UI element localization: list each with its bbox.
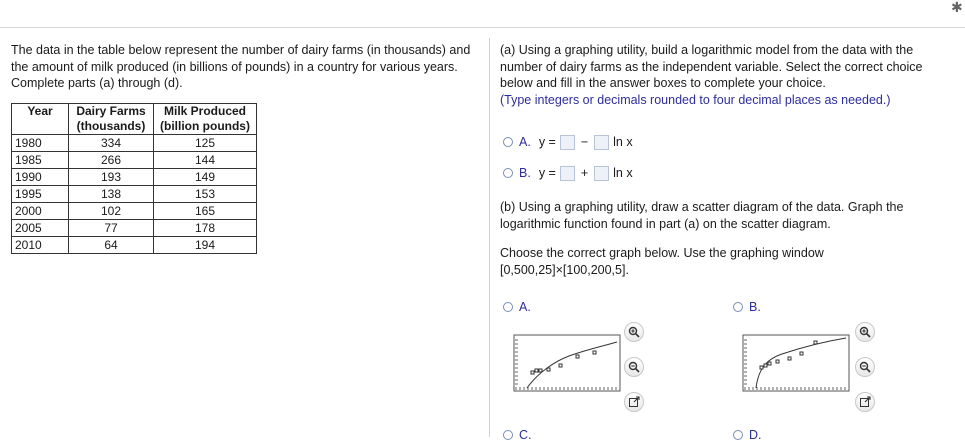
table-row [12, 135, 257, 152]
zoom-out-icon[interactable] [624, 357, 644, 377]
header-divider [0, 27, 965, 28]
answer-box-b1[interactable] [560, 166, 575, 181]
year-cell: 2000 [12, 203, 69, 220]
milk-cell: 144 [154, 152, 257, 169]
table-row [12, 220, 257, 237]
choice-a-operator: − [580, 135, 589, 149]
radio-icon[interactable] [503, 302, 513, 312]
table-row [12, 169, 257, 186]
year-cell: 2005 [12, 220, 69, 237]
year-cell: 1985 [12, 152, 69, 169]
graph-option-b-label: B. [749, 300, 761, 314]
col-header-milk: Milk Produced (billion pounds) [154, 104, 257, 135]
graph-option-a-label: A. [519, 300, 531, 314]
part-a-prompt: (a) Using a graphing utility, build a logarithmic model from the data with the number of dairy farms as the independent variable. Select the correct choice below and fill in the answer boxes to complete your choice. [500, 43, 923, 90]
graph-option-b[interactable] [733, 300, 769, 314]
graph-a-frame [514, 335, 620, 391]
milk-cell: 153 [154, 186, 257, 203]
col-header-farms: Dairy Farms (thousands) [69, 104, 154, 135]
choice-b-label: B. [519, 166, 531, 180]
choice-b-operator: + [580, 166, 589, 180]
col-header-year: Year [12, 104, 69, 135]
graph-option-c[interactable] [503, 428, 540, 442]
choice-a-label: A. [519, 135, 531, 149]
expand-icon[interactable] [624, 392, 644, 412]
choice-a-rhs: ln x [613, 135, 633, 149]
choice-a-lhs: y = [538, 135, 556, 149]
year-cell: 1995 [12, 186, 69, 203]
milk-cell: 125 [154, 135, 257, 152]
zoom-in-icon[interactable] [624, 322, 644, 342]
year-cell: 2010 [12, 237, 69, 254]
farms-cell: 334 [69, 135, 154, 152]
choice-a[interactable] [503, 133, 633, 151]
table-row [12, 237, 257, 254]
table-row [12, 186, 257, 203]
choice-b-rhs: ln x [613, 166, 633, 180]
pane-divider [489, 38, 490, 437]
farms-cell: 193 [69, 169, 154, 186]
part-a-question [500, 42, 950, 108]
part-b-choose: Choose the correct graph below. Use the graphing window [0,500,25]×[100,200,5]. [500, 246, 824, 277]
gear-icon[interactable]: ✱ [951, 0, 963, 15]
farms-cell: 64 [69, 237, 154, 254]
milk-cell: 178 [154, 220, 257, 237]
answer-box-a2[interactable] [594, 135, 609, 150]
radio-icon[interactable] [503, 430, 513, 440]
data-table [11, 103, 257, 254]
graph-option-c-label: C. [519, 428, 532, 442]
farms-cell: 102 [69, 203, 154, 220]
radio-icon[interactable] [733, 430, 743, 440]
graph-a-thumbnail[interactable] [513, 334, 621, 392]
radio-icon[interactable] [503, 137, 513, 147]
graph-option-a[interactable] [503, 300, 539, 314]
year-cell: 1980 [12, 135, 69, 152]
table-row [12, 152, 257, 169]
milk-cell: 194 [154, 237, 257, 254]
farms-cell: 266 [69, 152, 154, 169]
part-a-note: (Type integers or decimals rounded to four decimal places as needed.) [500, 92, 891, 107]
zoom-out-icon[interactable] [855, 357, 875, 377]
farms-cell: 138 [69, 186, 154, 203]
graph-b-frame [743, 335, 849, 391]
radio-icon[interactable] [733, 302, 743, 312]
choice-b[interactable] [503, 164, 633, 182]
milk-cell: 149 [154, 169, 257, 186]
answer-box-b2[interactable] [594, 166, 609, 181]
graph-option-d-label: D. [749, 428, 762, 442]
farms-cell: 77 [69, 220, 154, 237]
expand-icon[interactable] [855, 392, 875, 412]
milk-cell: 165 [154, 203, 257, 220]
year-cell: 1990 [12, 169, 69, 186]
part-b-prompt: (b) Using a graphing utility, draw a scatter diagram of the data. Graph the logarithmic function found in part (a) on the scatter diagram. [500, 200, 904, 231]
table-row [12, 203, 257, 220]
choice-b-lhs: y = [538, 166, 556, 180]
problem-intro: The data in the table below represent the number of dairy farms (in thousands) and the amount of milk produced (in billions of pounds) in a country for various years. Complete parts (a) through (d). [11, 43, 471, 90]
zoom-in-icon[interactable] [855, 322, 875, 342]
radio-icon[interactable] [503, 168, 513, 178]
graph-b-thumbnail[interactable] [742, 334, 850, 392]
graph-option-d[interactable] [733, 428, 770, 442]
answer-box-a1[interactable] [560, 135, 575, 150]
